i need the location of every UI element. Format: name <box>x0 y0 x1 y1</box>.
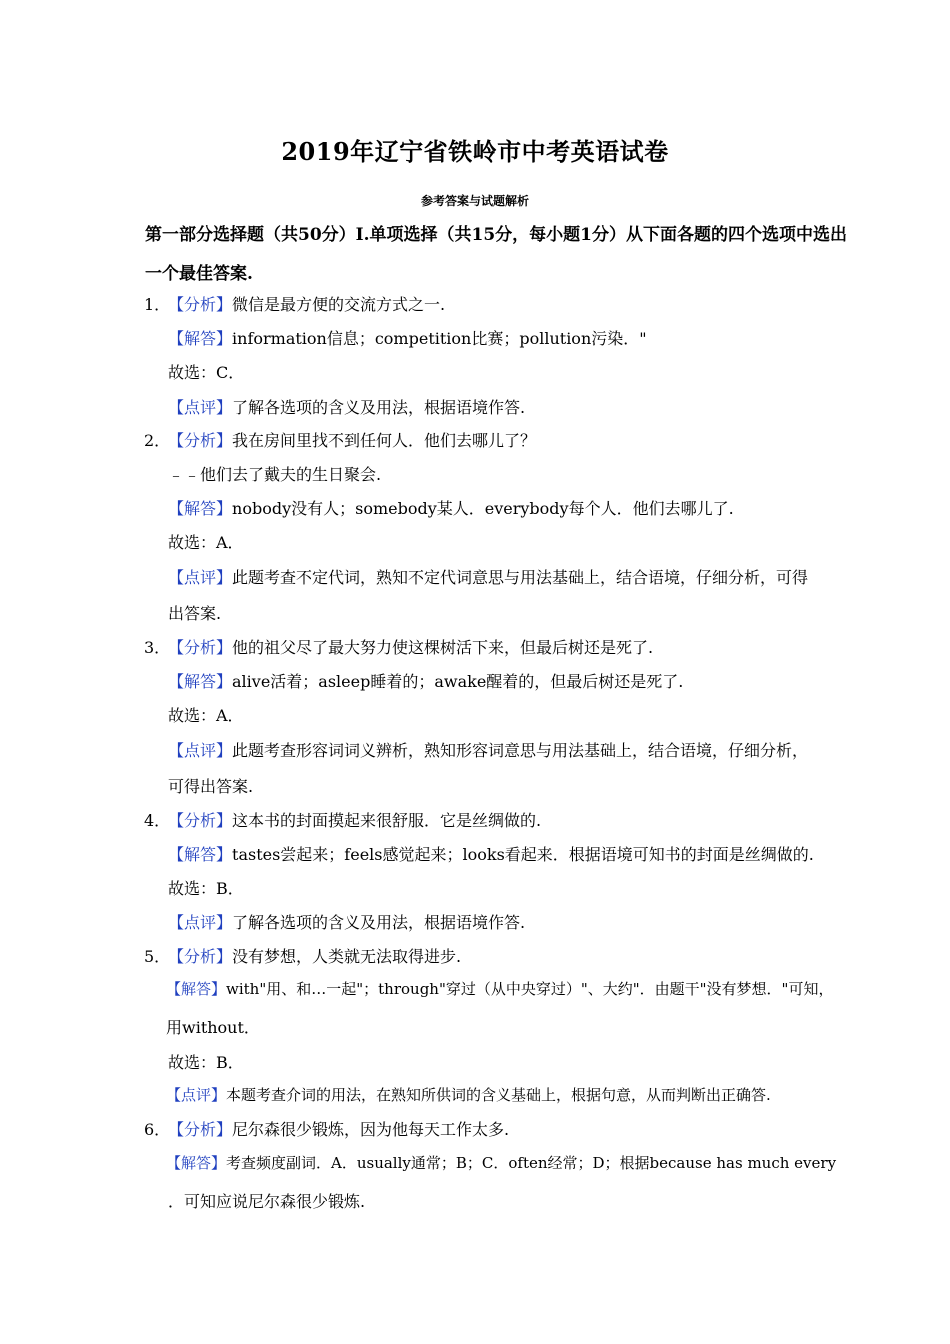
analysis-text: 这本书的封面摸起来很舒服．它是丝绸做的. <box>232 811 542 830</box>
answer-text: with"用、和…一起"；through"穿过（从中央穿过）"、大约"．由题干"没有梦想．"可知， <box>226 980 834 998</box>
comment-line <box>166 1084 771 1105</box>
analysis-tag: 【分析】 <box>168 638 233 657</box>
analysis-text: 微信是最方便的交流方式之一. <box>232 295 446 314</box>
analysis-line-2: ﹣﹣他们去了戴夫的生日聚会. <box>168 465 382 484</box>
page-subtitle: 参考答案与试题解析 <box>420 194 529 208</box>
analysis-tag: 【分析】 <box>168 431 233 450</box>
choice-line: 故选：B． <box>168 879 244 898</box>
analysis-line <box>168 944 461 967</box>
analysis-text: 没有梦想，人类就无法取得进步. <box>232 947 462 966</box>
question-number: 5． <box>144 947 171 966</box>
comment-line <box>168 910 525 933</box>
answer-text: alive活着；asleep睡着的；awake醒着的，但最后树还是死了. <box>232 672 684 691</box>
comment-line <box>168 738 808 761</box>
comment-tag: 【点评】 <box>168 568 233 587</box>
answer-text: nobody没有人；somebody某人．everybody每个人．他们去哪儿了. <box>232 499 734 518</box>
question-number: 2． <box>144 431 171 450</box>
answer-tag: 【解答】 <box>166 1154 227 1172</box>
choice-line: 故选：B． <box>168 1053 244 1072</box>
analysis-tag: 【分析】 <box>168 295 233 314</box>
answer-text: 考查频度副词．A．usually通常；B；C．often经常；D；根据because has much every <box>226 1154 837 1172</box>
question-number: 6． <box>144 1120 171 1139</box>
answer-tag: 【解答】 <box>168 499 233 518</box>
answer-tag: 【解答】 <box>168 329 233 348</box>
answer-line <box>166 978 833 999</box>
analysis-tag: 【分析】 <box>168 947 233 966</box>
choice-line: 故选：A． <box>168 533 244 552</box>
answer-line-2: ．可知应说尼尔森很少锻炼. <box>168 1192 366 1211</box>
comment-text: 了解各选项的含义及用法，根据语境作答. <box>232 913 526 932</box>
section-heading-line-1: 第一部分选择题（共50分）I.单项选择（共15分，每小题1分）从下面各题的四个选项中选出 <box>145 225 848 245</box>
choice-line: 故选：A． <box>168 706 244 725</box>
page-title: 2019年辽宁省铁岭市中考英语试卷 <box>281 137 669 166</box>
answer-line <box>168 326 647 349</box>
comment-line <box>168 565 808 588</box>
comment-text: 此题考查形容词词义辨析，熟知形容词意思与用法基础上，结合语境，仔细分析， <box>232 741 809 760</box>
question-number: 1． <box>144 295 171 314</box>
comment-text: 了解各选项的含义及用法，根据语境作答. <box>232 398 526 417</box>
analysis-text: 他的祖父尽了最大努力使这棵树活下来，但最后树还是死了. <box>232 638 654 657</box>
analysis-tag: 【分析】 <box>168 811 233 830</box>
answer-text: information信息；competition比赛；pollution污染．" <box>232 329 647 348</box>
analysis-line <box>168 808 541 831</box>
comment-tag: 【点评】 <box>168 741 233 760</box>
answer-line <box>168 669 683 692</box>
answer-text: tastes尝起来；feels感觉起来；looks看起来．根据语境可知书的封面是丝绸做的. <box>232 845 814 864</box>
question-number: 4． <box>144 811 171 830</box>
comment-line-2: 可得出答案. <box>168 777 254 796</box>
answer-line <box>168 496 734 519</box>
answer-line <box>166 1152 836 1173</box>
choice-line: 故选：C． <box>168 363 245 382</box>
analysis-text: 我在房间里找不到任何人．他们去哪儿了？ <box>232 431 537 450</box>
comment-tag: 【点评】 <box>168 913 233 932</box>
comment-text: 此题考查不定代词，熟知不定代词意思与用法基础上，结合语境，仔细分析，可得 <box>232 568 809 587</box>
comment-line <box>168 395 525 418</box>
analysis-tag: 【分析】 <box>168 1120 233 1139</box>
question-number: 3． <box>144 638 171 657</box>
comment-tag: 【点评】 <box>168 398 233 417</box>
analysis-line <box>168 292 445 315</box>
analysis-line <box>168 635 653 658</box>
answer-tag: 【解答】 <box>166 980 227 998</box>
answer-tag: 【解答】 <box>168 672 233 691</box>
analysis-line <box>168 428 536 451</box>
section-heading-line-2: 一个最佳答案. <box>145 264 253 284</box>
comment-line-2: 出答案. <box>168 604 222 623</box>
comment-text: 本题考查介词的用法，在熟知所供词的含义基础上，根据句意，从而判断出正确答. <box>226 1086 771 1104</box>
answer-line <box>168 842 814 865</box>
answer-tag: 【解答】 <box>168 845 233 864</box>
comment-tag: 【点评】 <box>166 1086 227 1104</box>
analysis-line <box>168 1117 509 1140</box>
answer-line-2: 用without． <box>166 1018 260 1037</box>
analysis-text: 尼尔森很少锻炼，因为他每天工作太多. <box>232 1120 510 1139</box>
